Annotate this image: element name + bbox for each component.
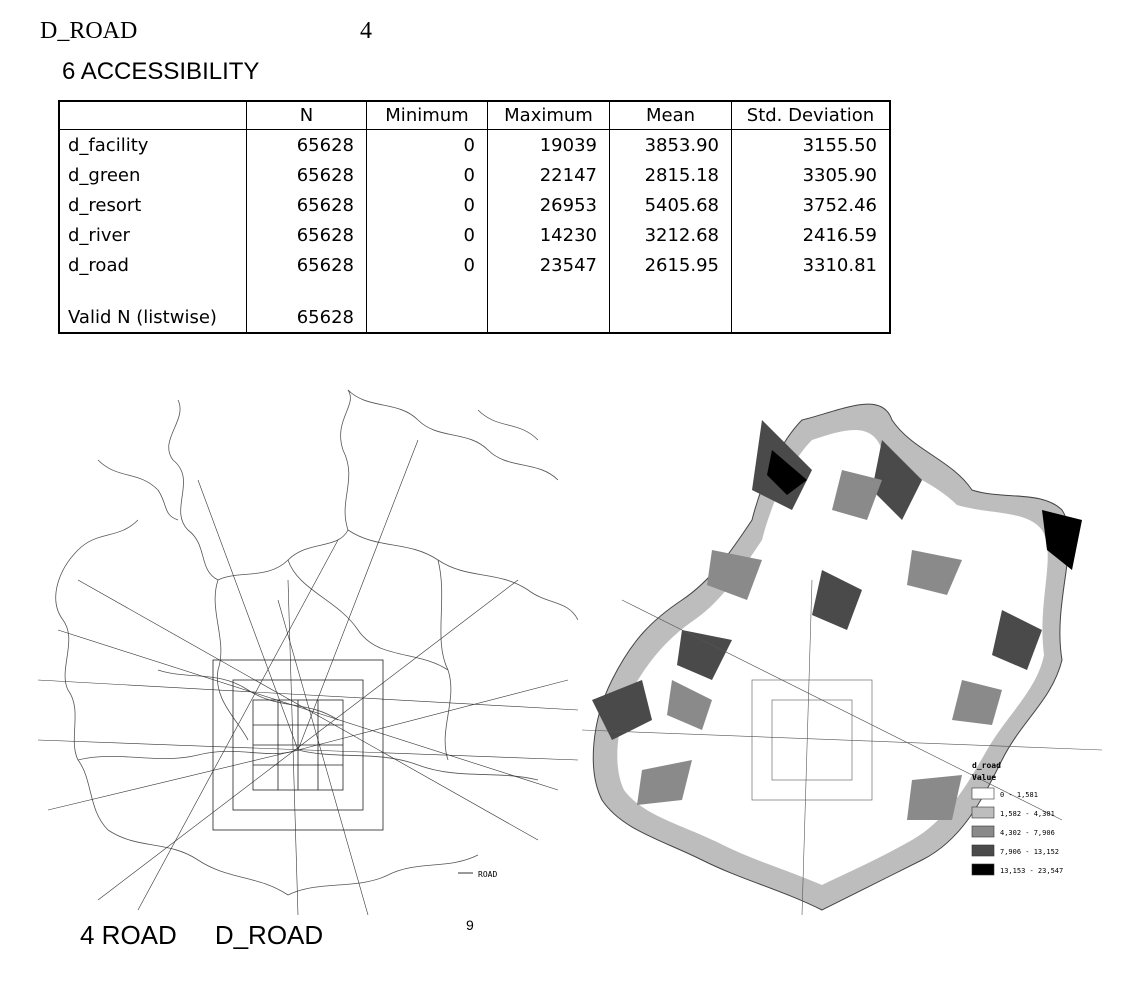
table-title: 6 ACCESSIBILITY (62, 58, 260, 85)
row-label: d_river (59, 220, 247, 250)
legend-swatch (972, 864, 994, 875)
table-row-valid-n (59, 302, 890, 333)
legend-swatch (972, 826, 994, 837)
cropped-top-text (0, 0, 1140, 6)
cell-mean: 2615.95 (610, 250, 732, 280)
cell-n: 65628 (247, 220, 367, 250)
row-label: d_resort (59, 190, 247, 220)
table-row (59, 160, 890, 190)
column-header: Maximum (488, 101, 610, 130)
legend-class-label: 13,153 - 23,547 (1000, 867, 1064, 875)
cell-max: 23547 (488, 250, 610, 280)
road-network-map (38, 380, 578, 915)
cell-n: 65628 (247, 190, 367, 220)
road-distance-map (582, 380, 1102, 915)
legend-class-label: 7,906 - 13,152 (1000, 848, 1060, 856)
cell-sd: 3752.46 (732, 190, 891, 220)
road-lines (38, 440, 578, 915)
column-header (59, 101, 247, 130)
cell-mean: 2815.18 (610, 160, 732, 190)
cell-min: 0 (367, 220, 488, 250)
cell-max: 14230 (488, 220, 610, 250)
column-header: Std. Deviation (732, 101, 891, 130)
cell-max: 26953 (488, 190, 610, 220)
heading-title: D_ROAD (40, 18, 138, 44)
legend-class-label: 1,582 - 4,301 (1000, 810, 1055, 818)
table-row (59, 220, 890, 250)
table-row (59, 250, 890, 280)
row-label: d_road (59, 250, 247, 280)
cell-mean: 3853.90 (610, 130, 732, 161)
legend-subtitle: Value (972, 773, 997, 782)
row-label: d_green (59, 160, 247, 190)
row-label: d_facility (59, 130, 247, 161)
descriptive-statistics-table (58, 100, 891, 334)
table-row (59, 190, 890, 220)
cell-min: 0 (367, 160, 488, 190)
row-label: Valid N (listwise) (59, 302, 247, 333)
figure-caption (80, 920, 323, 951)
legend-class-label: 4,302 - 7,906 (1000, 829, 1055, 837)
legend-swatch (972, 845, 994, 856)
cell-sd: 3310.81 (732, 250, 891, 280)
legend-label: ROAD (478, 870, 498, 879)
cell-n: 65628 (247, 250, 367, 280)
page-number: 9 (466, 917, 474, 933)
caption-road: 4 ROAD (80, 920, 177, 950)
cell-min: 0 (367, 130, 488, 161)
heading-number: 4 (360, 18, 372, 44)
cell-max: 19039 (488, 130, 610, 161)
cell-sd: 3305.90 (732, 160, 891, 190)
table-header-row (59, 101, 890, 130)
legend-swatch (972, 788, 994, 799)
table-row (59, 130, 890, 161)
cell-n: 65628 (247, 130, 367, 161)
cell-n: 65628 (247, 302, 367, 333)
district-boundaries (56, 390, 578, 895)
section-heading (40, 18, 372, 45)
legend-title: d_road (972, 761, 1001, 770)
caption-d-road: D_ROAD (214, 920, 324, 950)
table-spacer-row (59, 280, 890, 302)
column-header: Minimum (367, 101, 488, 130)
legend-swatch (972, 807, 994, 818)
cell-n: 65628 (247, 160, 367, 190)
cell-sd: 2416.59 (732, 220, 891, 250)
cell-mean: 5405.68 (610, 190, 732, 220)
map-legend (972, 761, 1063, 875)
cell-min: 0 (367, 190, 488, 220)
column-header: N (247, 101, 367, 130)
cell-min: 0 (367, 250, 488, 280)
cell-max: 22147 (488, 160, 610, 190)
column-header: Mean (610, 101, 732, 130)
cell-mean: 3212.68 (610, 220, 732, 250)
legend-class-label: 0 - 1,581 (1000, 791, 1038, 799)
urban-core-grid (213, 660, 383, 830)
cell-sd: 3155.50 (732, 130, 891, 161)
